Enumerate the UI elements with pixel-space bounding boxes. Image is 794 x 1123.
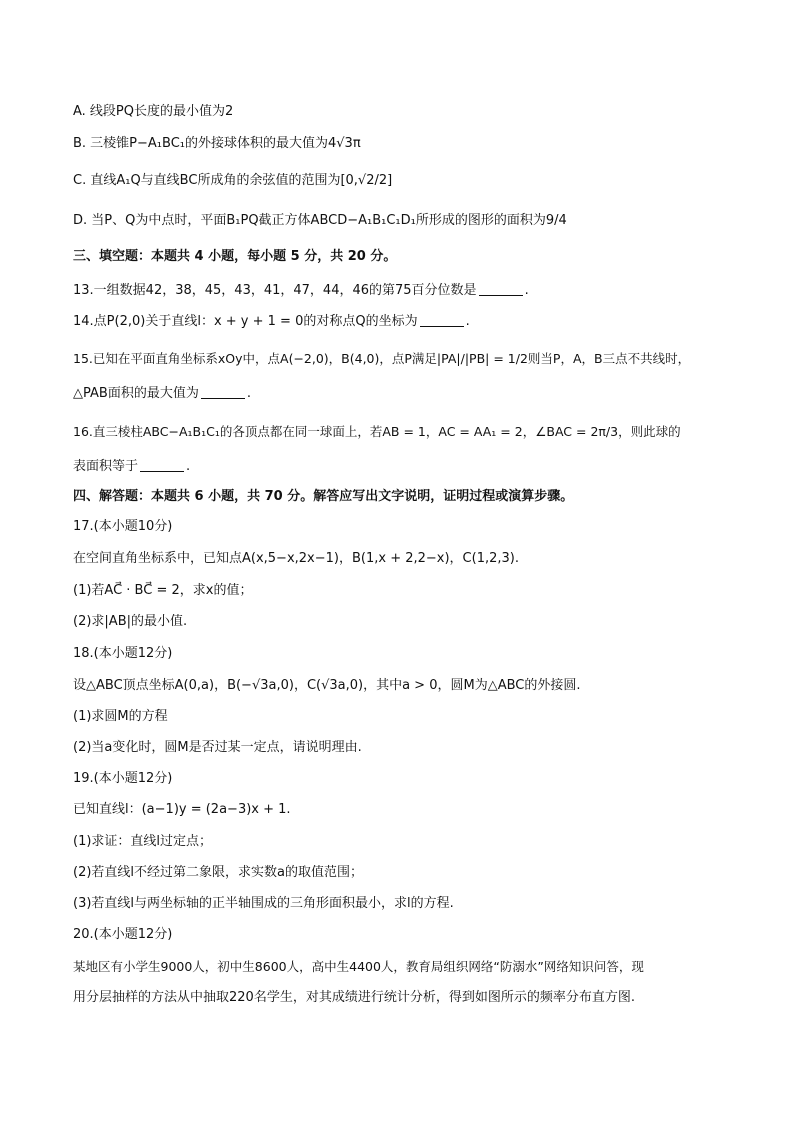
question-15-line-2 xyxy=(73,385,734,403)
question-14-text: 14.点P(2,0)关于直线l：x + y + 1 = 0的对称点Q的坐标为 xyxy=(73,314,418,329)
answer-blank xyxy=(201,386,245,399)
question-14 xyxy=(73,313,734,331)
option-a: A. 线段PQ长度的最小值为2 xyxy=(73,104,234,119)
question-16-end: . xyxy=(186,459,191,474)
question-19-part-3: (3)若直线l与两坐标轴的正半轴围成的三角形面积最小，求l的方程. xyxy=(73,896,454,911)
option-d: D. 当P、Q为中点时，平面B₁PQ截正方体ABCD−A₁B₁C₁D₁所形成的图形的面积为9/4 xyxy=(73,213,567,228)
question-16-line-2 xyxy=(73,458,734,476)
question-15-end: . xyxy=(246,386,251,401)
question-20-stem-line-2: 用分层抽样的方法从中抽取220名学生，对其成绩进行统计分析，得到如图所示的频率分布直方图. xyxy=(73,990,635,1005)
question-17-part-1: (1)若AC⃗ · BC⃗ = 2，求x的值； xyxy=(73,583,253,598)
question-17-stem: 在空间直角坐标系中，已知点A(x,5−x,2x−1)，B(1,x + 2,2−x)，C(1,2,3). xyxy=(73,551,519,566)
question-18-stem: 设△ABC顶点坐标A(0,a)，B(−√3a,0)，C(√3a,0)，其中a > 0，圆M为△ABC的外接圆. xyxy=(73,678,581,693)
option-b: B. 三棱锥P−A₁BC₁的外接球体积的最大值为4√3π xyxy=(73,136,361,151)
question-18-title: 18.(本小题12分) xyxy=(73,646,173,661)
question-16-line-1: 16.直三棱柱ABC−A₁B₁C₁的各顶点都在同一球面上，若AB = 1，AC = AA₁ = 2，∠BAC = 2π/3，则此球的 xyxy=(73,424,681,439)
question-19-part-2: (2)若直线l不经过第二象限，求实数a的取值范围； xyxy=(73,865,363,880)
question-13-end: . xyxy=(524,283,529,298)
question-20-stem-line-1: 某地区有小学生9000人，初中生8600人，高中生4400人，教育局组织网络“防溺水”网络知识问答，现 xyxy=(73,959,644,974)
section-4-header: 四、解答题：本题共 6 小题，共 70 分。解答应写出文字说明，证明过程或演算步骤。 xyxy=(73,489,574,504)
answer-blank xyxy=(140,459,184,472)
question-17-title: 17.(本小题10分) xyxy=(73,519,173,534)
question-18-part-2: (2)当a变化时，圆M是否过某一定点，请说明理由. xyxy=(73,740,362,755)
question-20-title: 20.(本小题12分) xyxy=(73,927,173,942)
question-17-part-2: (2)求|AB|的最小值. xyxy=(73,614,188,629)
answer-blank xyxy=(420,314,464,327)
question-15-text: △PAB面积的最大值为 xyxy=(73,386,199,401)
question-13-text: 13.一组数据42，38，45，43，41，47，44，46的第75百分位数是 xyxy=(73,283,477,298)
question-15-line-1: 15.已知在平面直角坐标系xOy中，点A(−2,0)，B(4,0)，点P满足|PA|/|PB| = 1/2则当P，A，B三点不共线时， xyxy=(73,351,691,366)
question-14-end: . xyxy=(465,314,470,329)
question-16-text: 表面积等于 xyxy=(73,459,139,474)
question-19-stem: 已知直线l：(a−1)y = (2a−3)x + 1. xyxy=(73,802,291,817)
answer-blank xyxy=(479,283,523,296)
question-13 xyxy=(73,282,734,300)
question-19-part-1: (1)求证：直线l过定点； xyxy=(73,834,213,849)
question-19-title: 19.(本小题12分) xyxy=(73,771,173,786)
question-18-part-1: (1)求圆M的方程 xyxy=(73,709,168,724)
section-3-header: 三、填空题：本题共 4 小题，每小题 5 分，共 20 分。 xyxy=(73,249,397,264)
option-c: C. 直线A₁Q与直线BC所成角的余弦值的范围为[0,√2/2] xyxy=(73,173,393,188)
